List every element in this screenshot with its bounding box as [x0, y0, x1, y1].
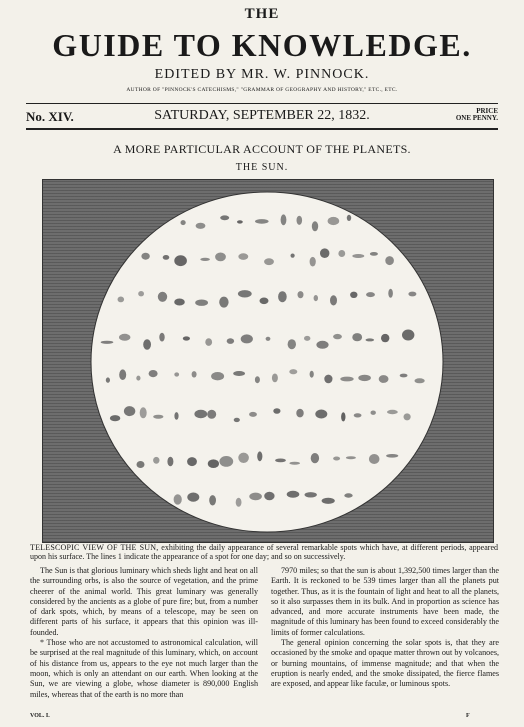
sun-spot: [402, 330, 414, 341]
sun-spot: [275, 459, 286, 463]
sun-spot: [340, 377, 353, 382]
price-line2: ONE PENNY.: [455, 114, 498, 122]
sun-spot: [249, 412, 257, 417]
sun-spot: [119, 369, 126, 380]
sun-spot: [119, 334, 130, 341]
sun-spot: [305, 492, 317, 497]
sun-spot: [281, 214, 287, 225]
sun-spot: [298, 291, 304, 298]
sun-spot: [249, 493, 262, 501]
sun-spot: [207, 410, 216, 419]
sun-spot: [118, 297, 125, 303]
rule-top: [26, 103, 498, 104]
sun-spot: [196, 223, 206, 229]
sun-spot: [371, 411, 376, 415]
sun-spot: [174, 255, 187, 266]
sun-spot: [237, 220, 243, 223]
figure-title: THE SUN.: [235, 162, 289, 173]
sun-spot: [346, 456, 356, 459]
sun-spot: [219, 297, 228, 308]
sun-spot: [215, 253, 226, 262]
sun-spot: [106, 377, 110, 382]
sun-spot: [260, 298, 269, 305]
sun-spot: [341, 412, 345, 421]
sun-spot: [208, 459, 219, 468]
sun-spot: [124, 406, 135, 416]
sun-spot: [227, 338, 234, 344]
sun-spot: [220, 215, 229, 220]
sun-spot: [288, 339, 296, 349]
sun-spot: [187, 457, 197, 466]
sun-spot: [315, 410, 327, 419]
sun-spot: [264, 258, 274, 265]
sun-spot: [153, 415, 163, 419]
body-paragraph: The general opinion concerning the solar spots is, that they are occasioned by the smoke and opaque matter thrown out by volcanoes, or burning mountains, of immense magnitude; and that when the eruption is nearly ended, and the smoke dissipated, the fierce flames are exposed, and appear like faculæ, or luminous spots.: [271, 638, 499, 689]
sun-spot: [174, 494, 182, 504]
sun-spot: [174, 372, 179, 376]
sun-spot: [187, 493, 199, 502]
sun-spot: [330, 295, 337, 305]
sun-spot: [314, 295, 318, 301]
sun-spot: [141, 253, 149, 260]
sun-spot: [386, 454, 398, 458]
rule-bottom: [26, 128, 498, 130]
sun-spot: [257, 451, 262, 461]
sun-spot: [192, 371, 197, 377]
sun-spot: [211, 372, 224, 380]
caption-lead: TELESCOPIC VIEW OF THE SUN,: [30, 543, 159, 552]
price-line1: PRICE: [476, 107, 498, 115]
sun-spot: [200, 258, 210, 261]
sun-spot: [238, 453, 249, 463]
sun-spot: [385, 256, 394, 265]
sun-spot: [153, 457, 159, 464]
sun-spot: [219, 456, 233, 467]
sun-spot: [140, 407, 147, 418]
body-paragraph: The Sun is that glorious luminary which sheds light and heat on all the surrounding orbs, is also the source of vegetation, and the prime cheerer of the animal world. This great luminary was generally considered by the ancients as a globe of pure fire; but, from a number of dark spots, which, by means of a telescope, may be seen on different parts of his surface, it appears that this opinion was ill-founded.: [30, 566, 258, 637]
sun-spot: [338, 250, 345, 257]
footer-signature: F: [466, 713, 470, 719]
sun-spot: [316, 341, 328, 349]
sun-spot: [311, 453, 319, 463]
sun-spot: [272, 374, 278, 383]
sun-spot: [273, 408, 280, 414]
sun-spot: [209, 495, 216, 505]
sun-spot: [149, 370, 158, 377]
sun-spot: [379, 375, 389, 383]
sun-spot: [297, 216, 303, 225]
sun-spot: [174, 299, 185, 306]
issue-number: No. XIV.: [26, 109, 74, 124]
sun-spot: [333, 334, 342, 339]
sun-spot: [234, 418, 240, 422]
sun-spot: [266, 337, 271, 341]
sun-spot: [174, 412, 178, 420]
sun-spot: [328, 217, 340, 225]
sun-spot: [404, 413, 411, 420]
sun-spot: [324, 375, 332, 384]
sun-spot: [296, 409, 303, 418]
sun-spot: [350, 292, 357, 298]
figure-caption: [30, 543, 498, 561]
sun-spot: [233, 371, 245, 376]
sun-spot: [255, 219, 269, 224]
sun-spot: [289, 369, 297, 374]
sun-spot: [400, 374, 408, 378]
masthead-the: THE: [244, 6, 280, 22]
sun-spot: [347, 215, 351, 221]
sun-spot: [167, 457, 173, 466]
sun-spot: [181, 220, 186, 225]
sun-spot: [143, 339, 151, 350]
sun-spot: [241, 334, 253, 343]
body-column-left: [30, 566, 258, 700]
issue-date: SATURDAY, SEPTEMBER 22, 1832.: [154, 108, 370, 123]
sun-spot: [238, 290, 252, 297]
sun-spot: [136, 376, 140, 381]
sun-spot: [138, 291, 144, 296]
body-column-right: [271, 566, 499, 690]
sun-spot: [408, 292, 416, 297]
price-label: [456, 108, 498, 122]
sun-engraving-svg: [43, 180, 493, 542]
sun-spot: [236, 498, 242, 507]
sun-spot: [137, 461, 145, 468]
sun-spot: [289, 462, 300, 465]
sun-spot: [415, 378, 425, 383]
sun-spot: [370, 252, 378, 256]
masthead-title: GUIDE TO KNOWLEDGE.: [52, 27, 472, 63]
sun-disc: [91, 192, 443, 532]
sun-spot: [358, 375, 371, 381]
sun-engraving: [42, 179, 494, 543]
body-paragraph: 7970 miles; so that the sun is about 1,392,500 times larger than the Earth. It is reckoned to be 539 times larger than all the planets put together. Thus, as it is the fountain of light and heat to all the planets, so it also surpasses them in its bulk. And in proportion as science has advanced, and more accurate instruments have been made, the magnitude of this luminary has been found to exceed considerably the limits of former calculations.: [271, 566, 499, 637]
author-line: AUTHOR OF "PINNOCK'S CATECHISMS," "GRAMMAR OF GEOGRAPHY AND HISTORY," ETC., ETC.: [126, 87, 398, 93]
sun-spot: [194, 410, 207, 418]
sun-spot: [110, 415, 120, 421]
sun-spot: [352, 333, 362, 341]
sun-spot: [354, 413, 362, 417]
sun-spot: [352, 254, 364, 258]
caption-text: exhibiting the daily appearance of several remarkable spots which have, at different periods, appeared upon his surface. The lines 1 indicate the appearance of a spot for one day; and so on successively.: [30, 543, 499, 561]
body-paragraph: * Those who are not accustomed to astronomical calculation, will be surprised at the real magnitude of this luminary, which, on account of his distance from us, appears to the eye not much larger than the moon, which is only an attendant on our earth. When looking at the Sun, we are viewing a globe, whose diameter is 890,000 English miles, whereas that of the earth is no more than: [30, 638, 258, 699]
sun-spot: [291, 254, 295, 258]
sun-spot: [238, 253, 248, 260]
editor-line: EDITED BY MR. W. PINNOCK.: [154, 67, 370, 82]
sun-spot: [159, 333, 164, 342]
sun-spot: [320, 248, 329, 258]
footer-volume: VOL. I.: [30, 713, 50, 719]
sun-spot: [158, 292, 167, 302]
sun-spot: [388, 289, 393, 298]
sun-spot: [183, 336, 190, 340]
sun-spot: [322, 498, 335, 504]
sun-spot: [310, 257, 316, 267]
sun-spot: [278, 291, 287, 302]
sun-spot: [381, 334, 389, 342]
sun-spot: [387, 410, 398, 414]
sun-spot: [101, 341, 114, 344]
sun-spot: [195, 300, 208, 306]
sun-spot: [264, 492, 274, 501]
sun-spot: [287, 491, 300, 498]
sun-spot: [366, 338, 375, 341]
sun-spot: [333, 457, 340, 461]
sun-spot: [205, 338, 212, 346]
sun-spot: [163, 255, 170, 260]
sun-spot: [310, 371, 314, 378]
sun-spot: [304, 336, 310, 341]
sun-spot: [312, 221, 318, 231]
sun-spot: [369, 454, 380, 464]
sun-spot: [366, 292, 375, 297]
section-title: A MORE PARTICULAR ACCOUNT OF THE PLANETS.: [113, 142, 411, 156]
sun-spot: [344, 493, 352, 497]
sun-spot: [255, 376, 260, 383]
